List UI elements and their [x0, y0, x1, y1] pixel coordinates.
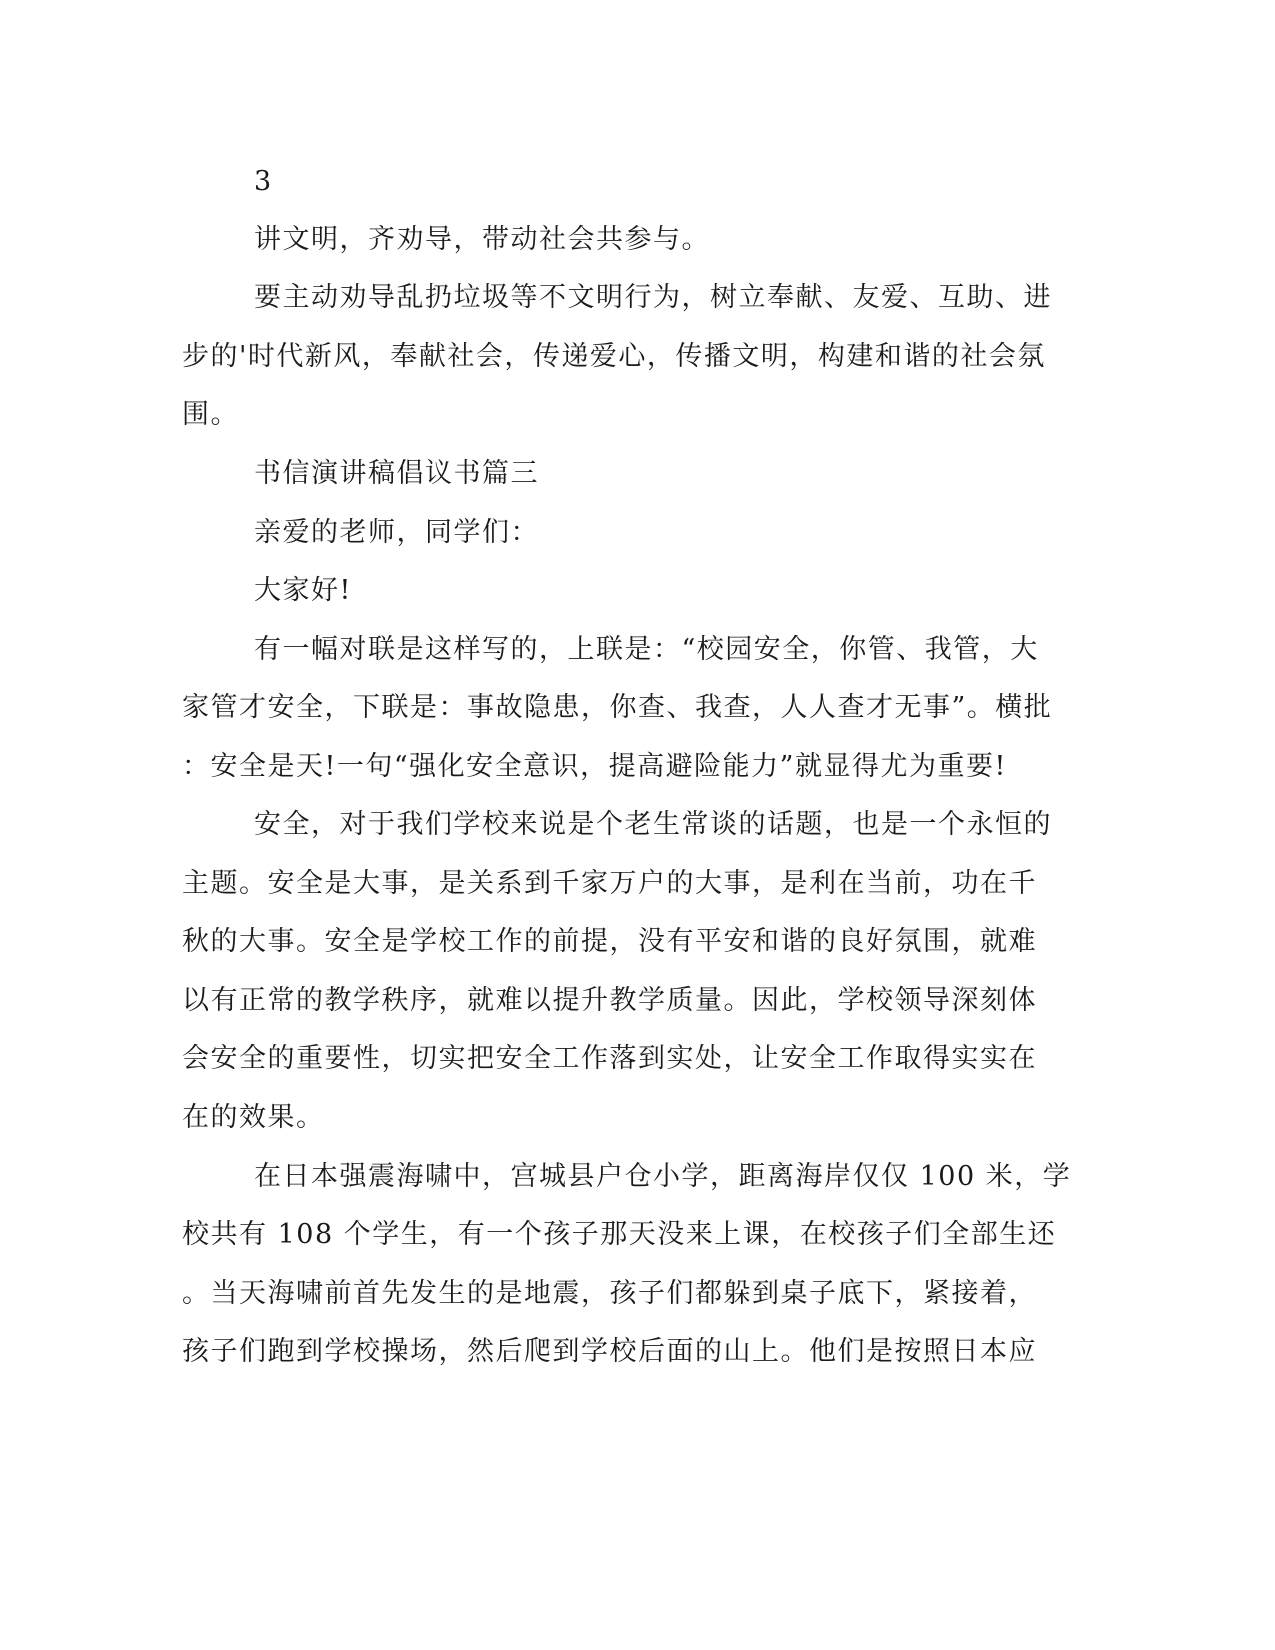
text-line: 在日本强震海啸中，宫城县户仓小学，距离海岸仅仅 100 米，学: [254, 1161, 1072, 1192]
text-line: 安全，对于我们学校来说是个老生常谈的话题，也是一个永恒的: [254, 809, 1052, 840]
text-line: ：安全是天!一句“强化安全意识，提高避险能力”就显得尤为重要!: [182, 751, 1007, 782]
text-line: 要主动劝导乱扔垃圾等不文明行为，树立奉献、友爱、互助、进: [254, 282, 1052, 313]
text-line: 秋的大事。安全是学校工作的前提，没有平安和谐的良好氛围，就难: [182, 926, 1037, 957]
text-line: 校共有 108 个学生，有一个孩子那天没来上课，在校孩子们全部生还: [182, 1219, 1057, 1250]
text-line: 有一幅对联是这样写的，上联是：“校园安全，你管、我管，大: [254, 634, 1039, 665]
section-title: 书信演讲稿倡议书篇三: [254, 458, 539, 489]
text-line: 会安全的重要性，切实把安全工作落到实处，让安全工作取得实实在: [182, 1043, 1037, 1074]
text-line: 以有正常的教学秩序，就难以提升教学质量。因此，学校领导深刻体: [182, 985, 1037, 1016]
text-line: 在的效果。: [182, 1102, 325, 1133]
text-line: 围。: [182, 399, 239, 430]
greeting: 大家好!: [254, 575, 352, 606]
salutation: 亲爱的老师，同学们：: [254, 517, 539, 548]
text-line: 主题。安全是大事，是关系到千家万户的大事，是利在当前，功在千: [182, 868, 1037, 899]
text-line: 讲文明，齐劝导，带动社会共参与。: [254, 224, 710, 255]
text-line: 步的'时代新风，奉献社会，传递爱心，传播文明，构建和谐的社会氛: [182, 341, 1046, 372]
page-number: 3: [254, 166, 273, 197]
text-line: 。当天海啸前首先发生的是地震，孩子们都躲到桌子底下，紧接着，: [182, 1278, 1037, 1309]
text-line: 家管才安全，下联是：事故隐患，你查、我查，人人查才无事”。横批: [182, 692, 1053, 723]
text-line: 孩子们跑到学校操场，然后爬到学校后面的山上。他们是按照日本应: [182, 1336, 1037, 1367]
